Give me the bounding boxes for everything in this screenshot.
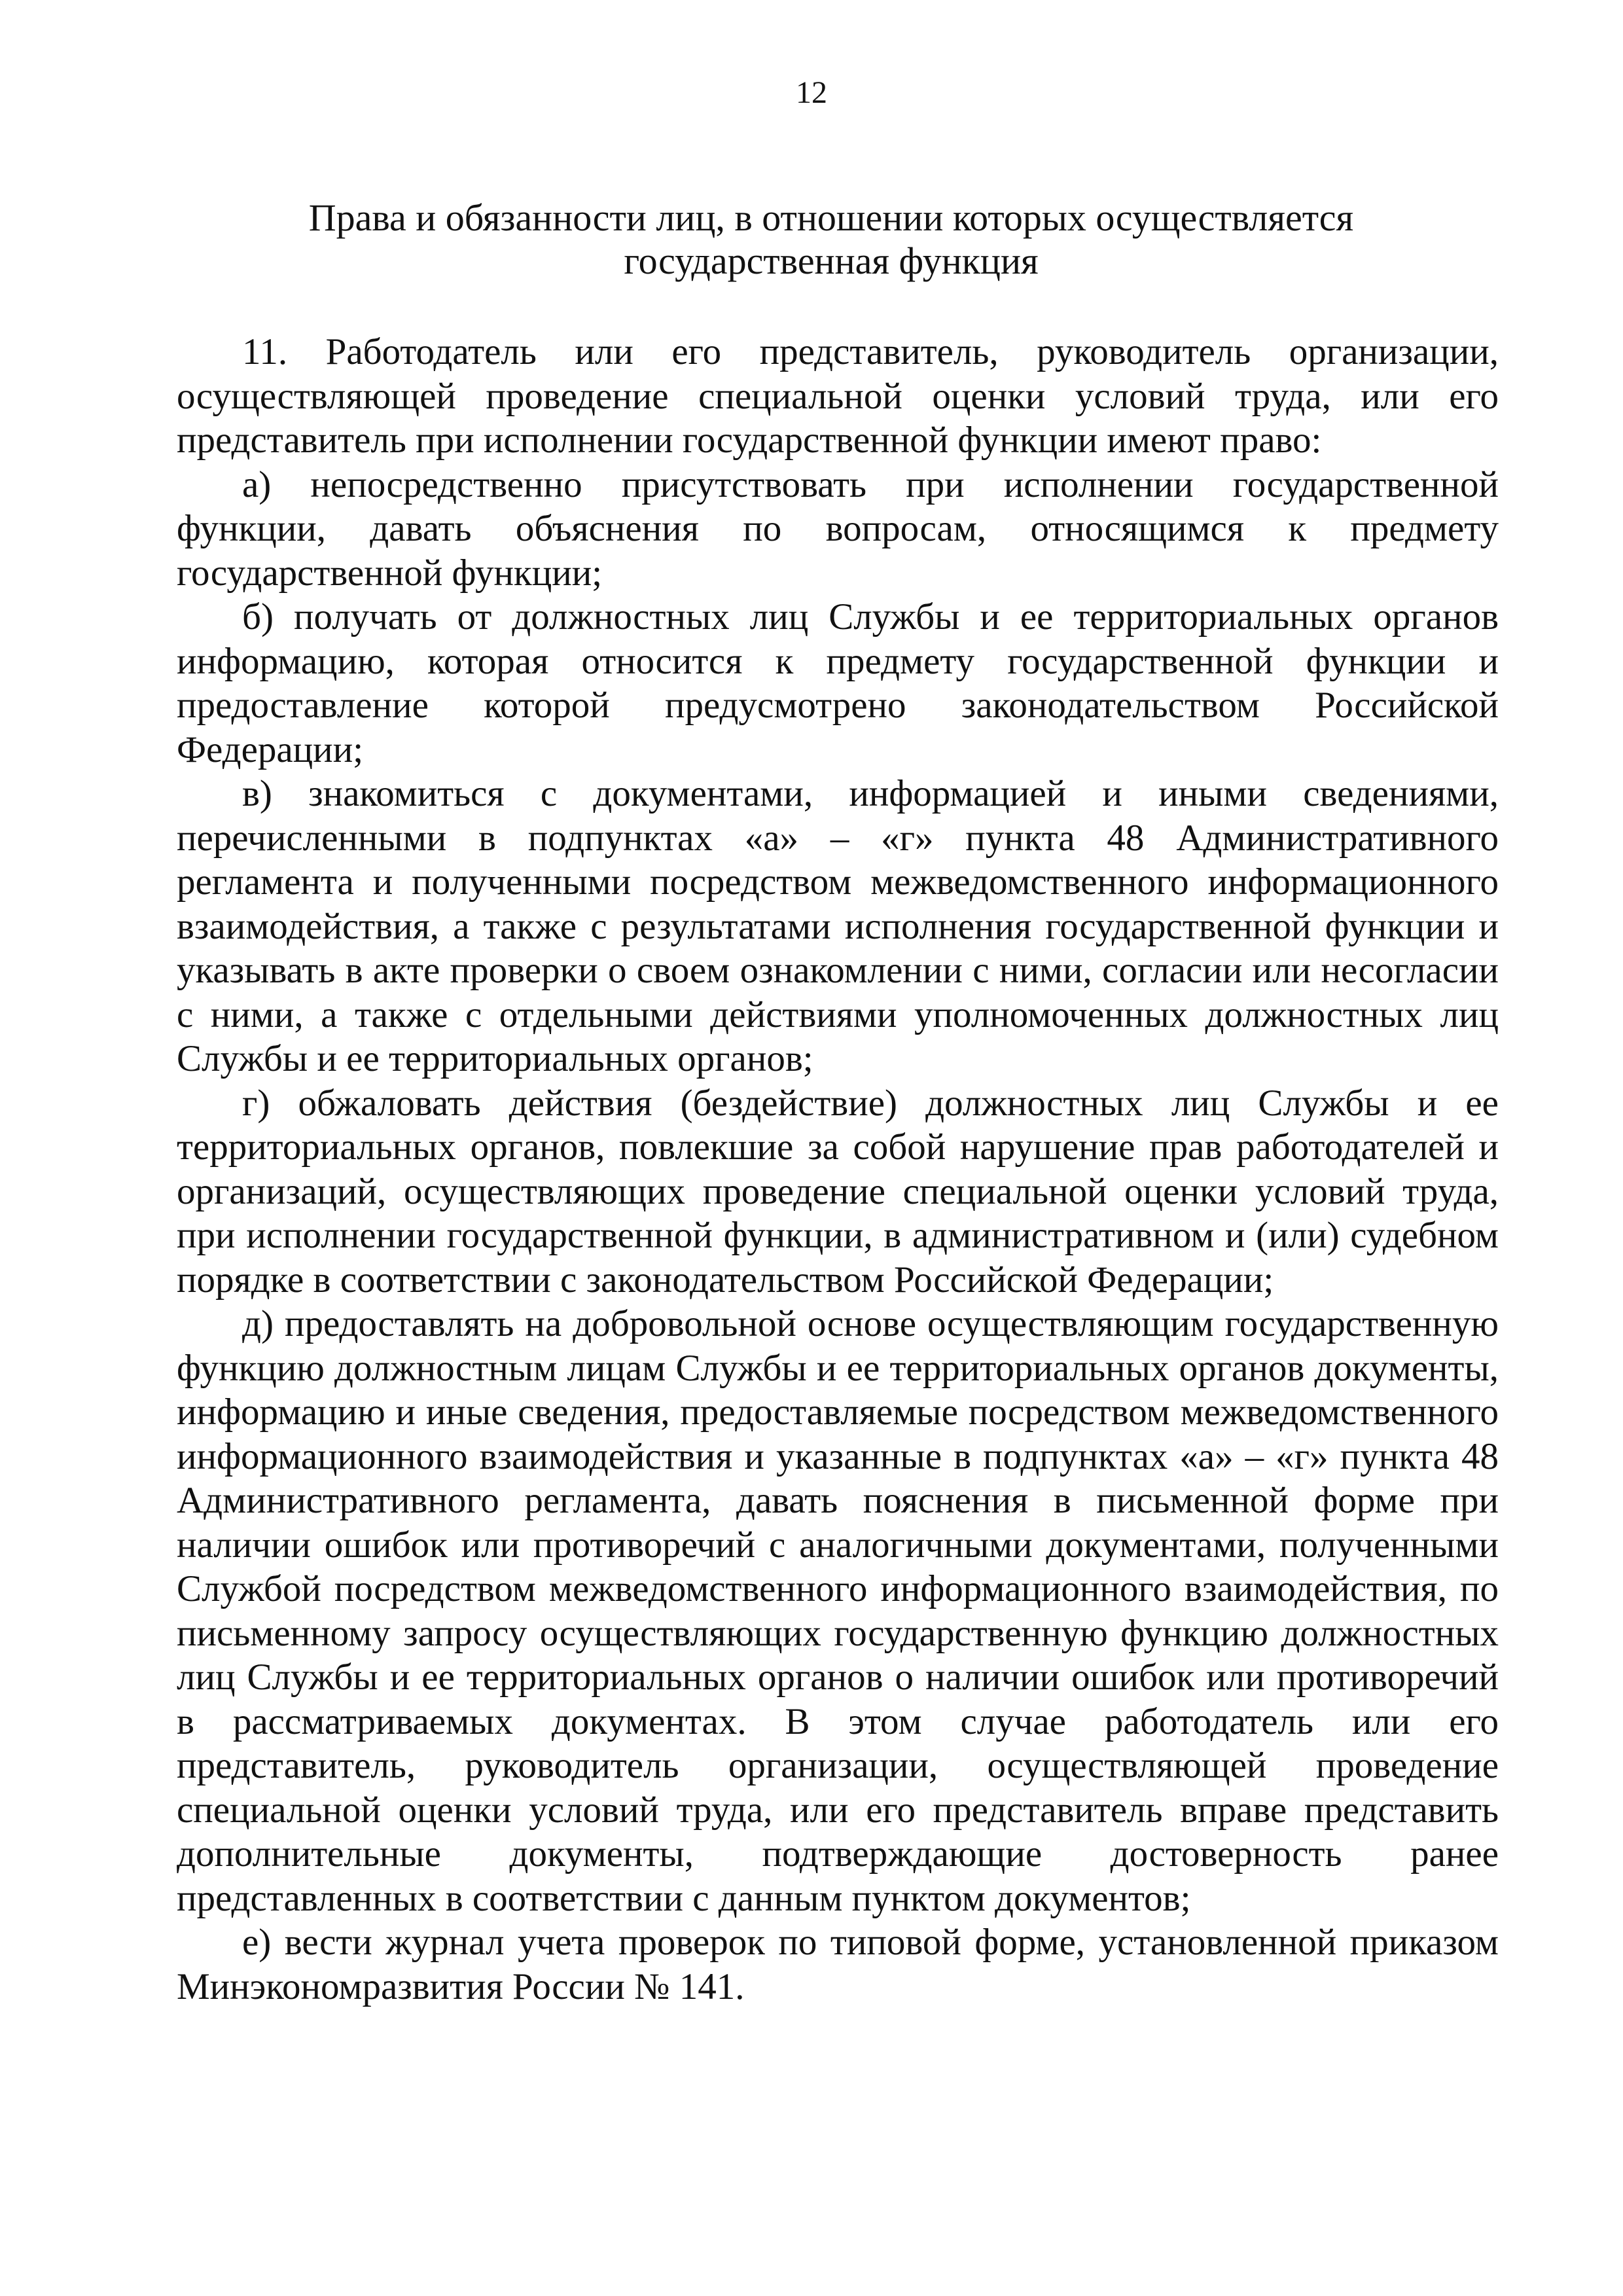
document-body xyxy=(177,330,1499,2009)
section-heading-line-1: Права и обязанности лиц, в отношении которых осуществляется xyxy=(308,196,1354,239)
subparagraph-e: е) вести журнал учета проверок по типовой форме, установленной приказом Минэкономразвития России № 141. xyxy=(177,1922,1499,2007)
subparagraph-d: д) предоставлять на добровольной основе осуществляющим государственную функцию должностным лицам Службы и ее территориальных органов документы, информацию и иные сведения, предоставляемые посредством межведомственного информационного взаимодействия и указанные в подпунктах «а» – «г» пункта 48 Административного регламента, давать пояснения в письменной форме при наличии ошибок или противоречий с аналогичными документами, полученными Службой посредством межведомственного информационного взаимодействия, по письменному запросу осуществляющих государственную функцию должностных лиц Службы и ее территориальных органов о наличии ошибок или противоречий в рассматриваемых документах. В этом случае работодатель или его представитель, руководитель организации, осуществляющей проведение специальной оценки условий труда, или его представитель вправе представить дополнительные документы, подтверждающие достоверность ранее представленных в соответствии с данным пунктом документов; xyxy=(177,1303,1499,1919)
paragraph-11: 11. Работодатель или его представитель, руководитель организации, осуществляющей проведение специальной оценки условий труда, или его представитель при исполнении государственной функции имеют право: xyxy=(177,331,1499,461)
section-heading-line-2: государственная функция xyxy=(624,240,1039,282)
section-heading xyxy=(275,196,1387,283)
subparagraph-b: б) получать от должностных лиц Службы и ее территориальных органов информацию, которая относится к предмету государственной функции и предоставление которой предусмотрено законодательством Российской Федерации; xyxy=(177,596,1499,770)
subparagraph-g: г) обжаловать действия (бездействие) должностных лиц Службы и ее территориальных органов, повлекшие за собой нарушение прав работодателей и организаций, осуществляющих проведение специальной оценки условий труда, при исполнении государственной функции, в административном и (или) судебном порядке в соответствии с законодательством Российской Федерации; xyxy=(177,1082,1499,1300)
subparagraph-a: а) непосредственно присутствовать при исполнении государственной функции, давать объяснения по вопросам, относящимся к предмету государственной функции; xyxy=(177,463,1499,594)
subparagraph-v: в) знакомиться с документами, информацией и иными сведениями, перечисленными в подпунктах «а» – «г» пункта 48 Административного регламента и полученными посредством межведомственного информационного взаимодействия, а также с результатами исполнения государственной функции и указывать в акте проверки о своем ознакомлении с ними, согласии или несогласии с ними, а также с отдельными действиями уполномоченных должностных лиц Службы и ее территориальных органов; xyxy=(177,773,1499,1079)
page-number: 12 xyxy=(796,75,827,110)
